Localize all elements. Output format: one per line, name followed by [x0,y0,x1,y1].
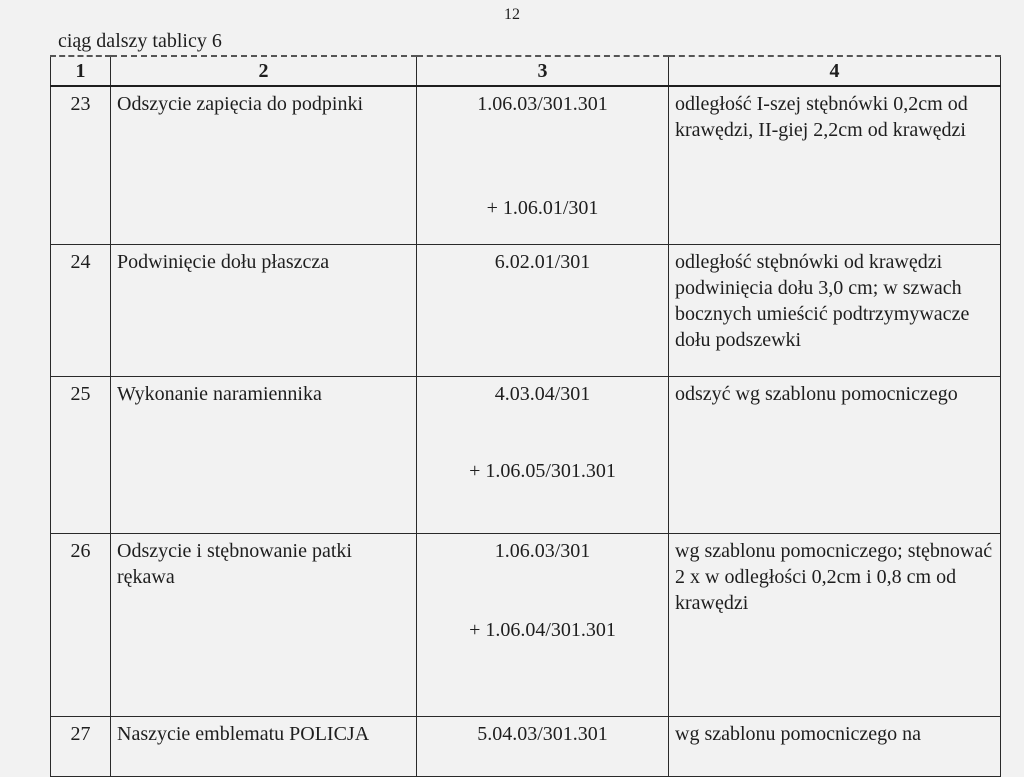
table-row [51,86,1001,244]
page-number: 12 [504,6,520,23]
operation-notes: wg szablonu pomocniczego na [669,716,1001,776]
operation-code [417,376,669,533]
operation-code [417,86,669,244]
column-header-1: 1 [51,56,111,86]
code-additional: + 1.06.04/301.301 [469,618,616,641]
header-row [51,56,1001,86]
code-additional: + 1.06.05/301.301 [469,459,616,482]
code-additional: + 1.06.01/301 [486,197,599,219]
operation-code [417,533,669,716]
row-number: 23 [51,86,111,244]
table-caption: ciąg dalszy tablicy 6 [58,30,222,52]
row-number: 24 [51,244,111,376]
row-number: 26 [51,533,111,716]
table-row [51,244,1001,376]
table-row [51,533,1001,716]
column-header-2: 2 [111,56,417,86]
operations-table [50,55,1001,777]
operation-name: Odszycie zapięcia do podpinki [111,86,417,244]
row-number: 25 [51,376,111,533]
column-header-3: 3 [417,56,669,86]
code-primary: 4.03.04/301 [494,382,591,405]
code-primary: 5.04.03/301.301 [477,722,608,745]
operation-name: Naszycie emblematu POLICJA [111,716,417,776]
code-primary: 6.02.01/301 [494,250,591,273]
row-number: 27 [51,716,111,776]
operation-notes: wg szablonu pomocniczego; stębnować 2 x w odległości 0,2cm i 0,8 cm od krawędzi [669,533,1001,716]
operation-code [417,244,669,376]
table-row [51,716,1001,776]
operation-name: Podwinięcie dołu płaszcza [111,244,417,376]
operation-name: Wykonanie naramiennika [111,376,417,533]
operation-code [417,716,669,776]
operation-notes: odległość stębnówki od krawędzi podwinięcia dołu 3,0 cm; w szwach bocznych umieścić podtrzymywacze dołu podszewki [669,244,1001,376]
code-primary: 1.06.03/301 [494,539,591,562]
operation-notes: odszyć wg szablonu pomocniczego [669,376,1001,533]
column-header-4: 4 [669,56,1001,86]
table-row [51,376,1001,533]
operation-notes: odległość I-szej stębnówki 0,2cm od krawędzi, II-giej 2,2cm od krawędzi [669,86,1001,244]
operation-name: Odszycie i stębnowanie patki rękawa [111,533,417,716]
code-primary: 1.06.03/301.301 [477,93,608,115]
